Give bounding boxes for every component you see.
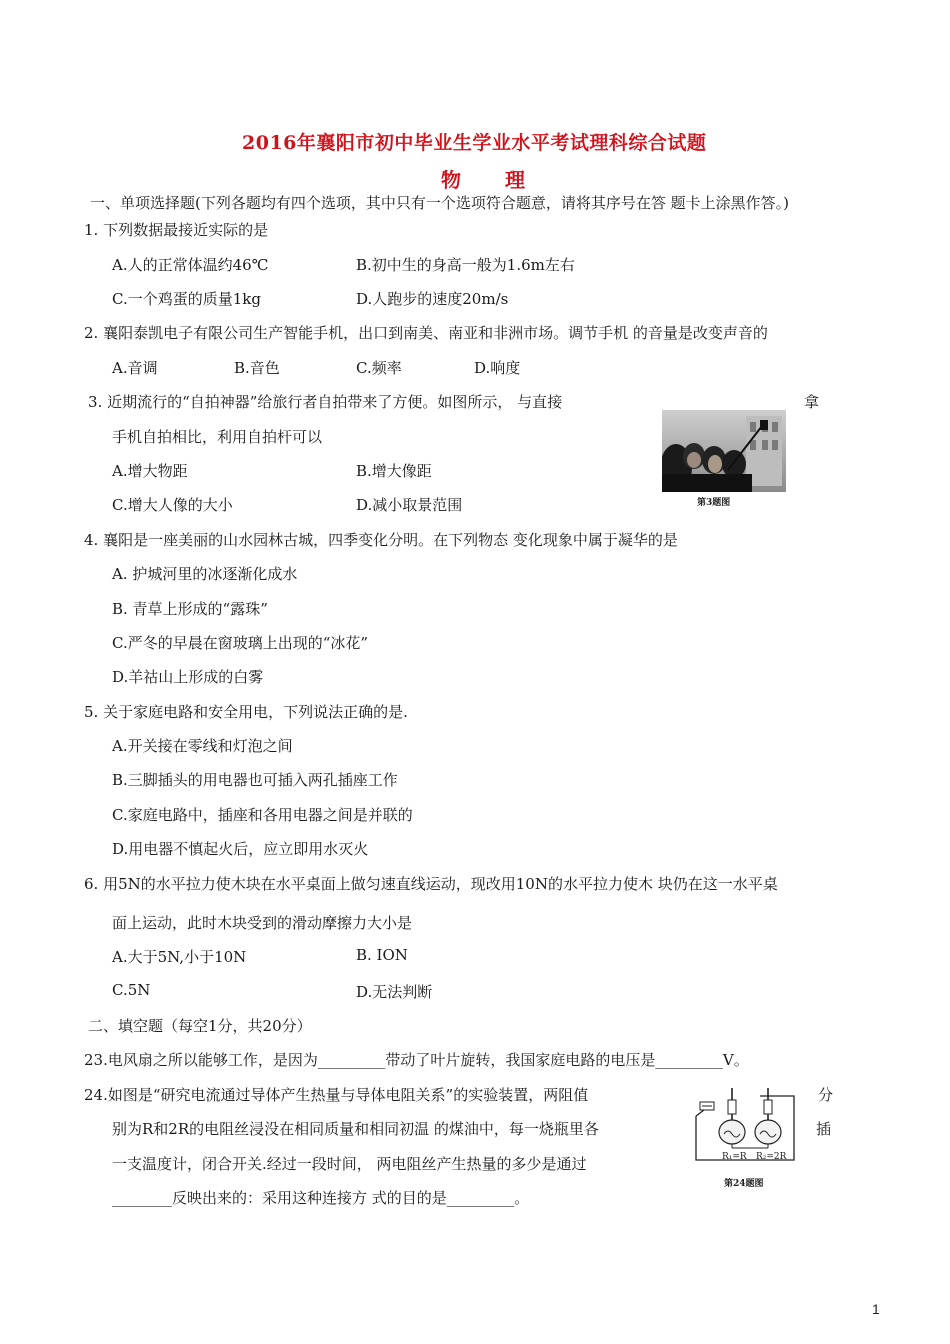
q5-option-b: B.三脚插头的用电器也可插入两孔插座工作 bbox=[112, 771, 398, 789]
q1-option-b: B.初中生的身高一般为1.6m左右 bbox=[356, 256, 575, 274]
q3-option-a: A.增大物距 bbox=[112, 462, 188, 480]
q24-line2: 别为R和2R的电阻丝浸没在相同质量和相同初温 的煤油中，每一烧瓶里各 bbox=[112, 1120, 599, 1138]
q4-option-a: A. 护城河里的冰逐渐化成水 bbox=[112, 565, 298, 583]
page-number: 1 bbox=[872, 1301, 880, 1317]
exam-title: 2016年襄阳市初中毕业生学业水平考试理科综合试题 bbox=[242, 132, 707, 154]
q24-line3: 一支温度计，闭合开关.经过一段时间， 两电阻丝产生热量的多少是通过 bbox=[112, 1155, 587, 1173]
q5-option-d: D.用电器不慎起火后，应立即用水灭火 bbox=[112, 840, 369, 858]
q4-option-d: D.羊祜山上形成的白雾 bbox=[112, 668, 264, 686]
q3-option-d: D.减小取景范围 bbox=[356, 496, 463, 514]
q24-r1-label: R₁=R bbox=[722, 1152, 747, 1162]
q3-stem-line1-end: 拿 bbox=[804, 393, 820, 411]
q6-option-a: A.大于5N,小于10N bbox=[112, 948, 247, 966]
q1-option-c: C.一个鸡蛋的质量1kg bbox=[112, 290, 261, 308]
q5-option-c: C.家庭电路中，插座和各用电器之间是并联的 bbox=[112, 806, 413, 824]
q4-option-c: C.严冬的早晨在窗玻璃上出现的“冰花” bbox=[112, 634, 369, 652]
q4-option-b: B. 青草上形成的“露珠” bbox=[112, 600, 268, 618]
q6-stem-line2: 面上运动，此时木块受到的滑动摩擦力大小是 bbox=[112, 914, 413, 932]
q24-line4: ________反映出来的：采用这种连接方 式的目的是_________。 bbox=[112, 1189, 530, 1207]
q24-figure-caption: 第24题图 bbox=[724, 1179, 764, 1189]
q2-option-b: B.音色 bbox=[234, 359, 280, 377]
q3-option-c: C.增大人像的大小 bbox=[112, 496, 233, 514]
q3-figure-caption: 第3题图 bbox=[697, 498, 731, 508]
q24-line1-end: 分 bbox=[818, 1086, 834, 1104]
q2-stem: 2. 襄阳泰凯电子有限公司生产智能手机，出口到南美、南亚和非洲市场。调节手机 的音量是改变声音的 bbox=[84, 324, 768, 342]
q3-option-b: B.增大像距 bbox=[356, 462, 432, 480]
q5-stem: 5. 关于家庭电路和安全用电，下列说法正确的是. bbox=[84, 703, 408, 721]
subject-title: 物 理 bbox=[441, 168, 537, 192]
q24-line1: 24.如图是“研究电流通过导体产生热量与导体电阻关系”的实验装置，两阻值 bbox=[84, 1086, 589, 1104]
q24-r2-label: R₂=2R bbox=[756, 1152, 787, 1162]
q1-option-a: A.人的正常体温约46℃ bbox=[112, 256, 269, 274]
q24-line2-end: 插 bbox=[816, 1120, 832, 1138]
q3-stem-line1: 3. 近期流行的“自拍神器”给旅行者自拍带来了方便。如图所示， 与直接 bbox=[88, 393, 563, 411]
section-fill-blank: 二、填空题（每空1分，共20分） bbox=[88, 1017, 312, 1035]
q2-option-a: A.音调 bbox=[112, 359, 158, 377]
q6-stem-line1: 6. 用5N的水平拉力使木块在水平桌面上做匀速直线运动，现改用10N的水平拉力使木 块仍在这一水平桌 bbox=[84, 875, 778, 893]
q1-option-d: D.人跑步的速度20m/s bbox=[356, 290, 509, 308]
q6-option-b: B. ION bbox=[356, 946, 408, 964]
q4-stem: 4. 襄阳是一座美丽的山水园林古城，四季变化分明。在下列物态 变化现象中属于凝华的是 bbox=[84, 531, 678, 549]
q23-text: 23.电风扇之所以能够工作，是因为_________带动了叶片旋转，我国家庭电路的电压是_________V。 bbox=[84, 1051, 749, 1069]
section-single-choice: 一、单项选择题(下列各题均有四个选项，其中只有一个选项符合题意，请将其序号在答 题卡上涂黑作答。) bbox=[90, 194, 789, 212]
q3-stem-line2: 手机自拍相比，利用自拍杆可以 bbox=[112, 428, 323, 446]
q6-option-c: C.5N bbox=[112, 981, 151, 999]
q5-option-a: A.开关接在零线和灯泡之间 bbox=[112, 737, 293, 755]
q2-option-c: C.频率 bbox=[356, 359, 402, 377]
q1-stem: 1. 下列数据最接近实际的是 bbox=[84, 221, 269, 239]
q2-option-d: D.响度 bbox=[474, 359, 521, 377]
q3-selfie-photo bbox=[662, 410, 786, 492]
q6-option-d: D.无法判断 bbox=[356, 983, 433, 1001]
